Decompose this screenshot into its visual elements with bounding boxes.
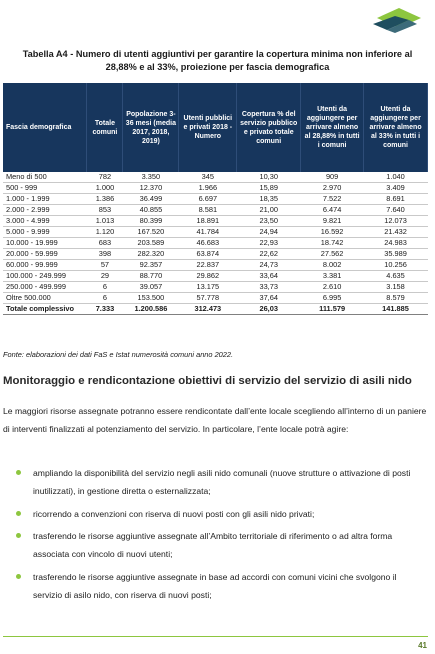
table-cell: 20.000 - 59.999 [3,249,87,260]
table-cell: 23,50 [237,216,301,227]
table-cell: 1.966 [179,183,237,194]
table-row [3,260,428,271]
table-cell: 3.158 [364,282,428,293]
bullet-icon [16,533,21,538]
table-row [3,227,428,238]
table-cell: 46.683 [179,238,237,249]
table-cell: 1.120 [87,227,123,238]
table-cell: 203.589 [123,238,179,249]
table-cell: 683 [87,238,123,249]
table-cell: Oltre 500.000 [3,293,87,304]
list-item-text: ampliando la disponibilità del servizio negli asili nido comunali (nuove strutture o attivazione di posti inutilizzati), in gestione diretta o esternalizzata; [33,468,411,496]
table-cell: 3.381 [301,271,364,282]
header-cell: Utenti da aggiungere per arrivare almeno al 28,88% in tutti i comuni [301,83,364,172]
header-cell: Utenti da aggiungere per arrivare almeno al 33% in tutti i comuni [364,83,428,172]
table-cell: 22,62 [237,249,301,260]
table-total-cell: Totale complessivo [3,304,87,315]
table-cell: 18,35 [237,194,301,205]
bullet-list [3,464,428,608]
table-title: Tabella A4 - Numero di utenti aggiuntivi per garantire la copertura minima non inferiore al 28,88% e al 33%, proiezione per fascia demografica [22,49,413,72]
table-cell: 250.000 - 499.999 [3,282,87,293]
table-cell: 37,64 [237,293,301,304]
list-item-text: trasferendo le risorse aggiuntive assegnate all’Ambito territoriale di riferimento o ad altra forma associata con vincolo di nuovi utenti; [33,531,393,559]
table-cell: 2.000 - 2.999 [3,205,87,216]
table-cell: 345 [179,172,237,183]
table-cell: 80.399 [123,216,179,227]
list-item [3,505,428,523]
source-note: Fonte: elaborazioni dei dati FaS e Istat numerosità comuni anno 2022. [3,350,234,359]
table-cell: 500 - 999 [3,183,87,194]
table-cell: 88.770 [123,271,179,282]
table-cell: 1.386 [87,194,123,205]
table-cell: 9.821 [301,216,364,227]
list-item-text: trasferendo le risorse aggiuntive assegnate in base ad accordi con comuni vicini che svolgono il servizio di asilo nido, con riserva di nuovi posti; [33,571,397,600]
table-cell: 6 [87,282,123,293]
table-cell: 7.522 [301,194,364,205]
body-paragraph: Le maggiori risorse assegnate potranno essere rendicontate dall’ente locale scegliendo all’interno di un paniere di interventi finalizzati al potenziamento del servizio. In particolare, l’ente locale potrà agire: [3,406,427,434]
table-total-cell: 7.333 [87,304,123,315]
table-cell: 22,93 [237,238,301,249]
table-cell: 3.409 [364,183,428,194]
table-row [3,216,428,227]
data-table [3,83,428,315]
table-cell: 8.691 [364,194,428,205]
list-item-text: ricorrendo a convenzioni con riserva di nuovi posti con gli asili nido privati; [33,508,315,519]
list-item [3,527,428,563]
table-cell: 92.357 [123,260,179,271]
table-cell: 57 [87,260,123,271]
table-row [3,172,428,183]
table-cell: 1.040 [364,172,428,183]
table-cell: 29.862 [179,271,237,282]
table-cell: 8.581 [179,205,237,216]
table-cell: 22.837 [179,260,237,271]
table-total-cell: 312.473 [179,304,237,315]
page-number: 41 [418,641,427,650]
table-cell: 8.579 [364,293,428,304]
table-cell: 27.562 [301,249,364,260]
table-cell: 3.000 - 4.999 [3,216,87,227]
table-cell: 24,73 [237,260,301,271]
table-cell: 16.592 [301,227,364,238]
table-cell: 7.640 [364,205,428,216]
section-heading: Monitoraggio e rendicontazione obiettivi di servizio del servizio di asili nido [3,375,412,387]
table-cell: 41.784 [179,227,237,238]
table-cell: 33,64 [237,271,301,282]
table-cell: 2.610 [301,282,364,293]
table-cell: 33,73 [237,282,301,293]
table-cell: 29 [87,271,123,282]
table-row [3,293,428,304]
header-cell: Utenti pubblici e privati 2018 - Numero [179,83,237,172]
table-cell: 153.500 [123,293,179,304]
table-row [3,183,428,194]
table-cell: 1.000 [87,183,123,194]
table-total-cell: 111.579 [301,304,364,315]
bullet-icon [16,470,21,475]
table-row [3,238,428,249]
table-cell: 1.013 [87,216,123,227]
table-cell: 3.350 [123,172,179,183]
table-total-cell: 141.885 [364,304,428,315]
table-cell: Meno di 500 [3,172,87,183]
header-cell: Totale comuni [87,83,123,172]
table-cell: 21,00 [237,205,301,216]
publisher-logo-icon [369,4,427,34]
table-cell: 18.891 [179,216,237,227]
table-cell: 21.432 [364,227,428,238]
table-cell: 39.057 [123,282,179,293]
table-cell: 398 [87,249,123,260]
list-item [3,464,428,500]
table-cell: 40.855 [123,205,179,216]
table-cell: 57.778 [179,293,237,304]
table-cell: 13.175 [179,282,237,293]
table-cell: 35.989 [364,249,428,260]
table-cell: 8.002 [301,260,364,271]
table-row [3,194,428,205]
table-cell: 12.370 [123,183,179,194]
table-cell: 2.970 [301,183,364,194]
table-cell: 18.742 [301,238,364,249]
table-total-cell: 1.200.586 [123,304,179,315]
table-cell: 15,89 [237,183,301,194]
header-cell: Popolazione 3-36 mesi (media 2017, 2018, 2019) [123,83,179,172]
table-cell: 5.000 - 9.999 [3,227,87,238]
list-item [3,568,428,604]
footer-divider [3,636,428,637]
table-cell: 853 [87,205,123,216]
table-row [3,282,428,293]
bullet-icon [16,511,21,516]
table-cell: 60.000 - 99.999 [3,260,87,271]
table-cell: 167.520 [123,227,179,238]
bullet-icon [16,574,21,579]
table-header-row [3,83,428,172]
table-cell: 6.474 [301,205,364,216]
table-row [3,271,428,282]
header-cell: Fascia demografica [3,83,87,172]
table-cell: 6.995 [301,293,364,304]
table-cell: 909 [301,172,364,183]
table-cell: 1.000 - 1.999 [3,194,87,205]
table-cell: 6 [87,293,123,304]
table-cell: 10.256 [364,260,428,271]
table-cell: 100.000 - 249.999 [3,271,87,282]
table-cell: 282.320 [123,249,179,260]
table-row [3,249,428,260]
table-cell: 10.000 - 19.999 [3,238,87,249]
table-total-row [3,304,428,315]
table-cell: 10,30 [237,172,301,183]
table-cell: 782 [87,172,123,183]
table-cell: 63.874 [179,249,237,260]
header-cell: Copertura % del servizio pubblico e privato totale comuni [237,83,301,172]
table-cell: 24.983 [364,238,428,249]
table-cell: 6.697 [179,194,237,205]
table-cell: 24,94 [237,227,301,238]
table-cell: 4.635 [364,271,428,282]
table-cell: 36.499 [123,194,179,205]
table-row [3,205,428,216]
table-cell: 12.073 [364,216,428,227]
table-total-cell: 26,03 [237,304,301,315]
